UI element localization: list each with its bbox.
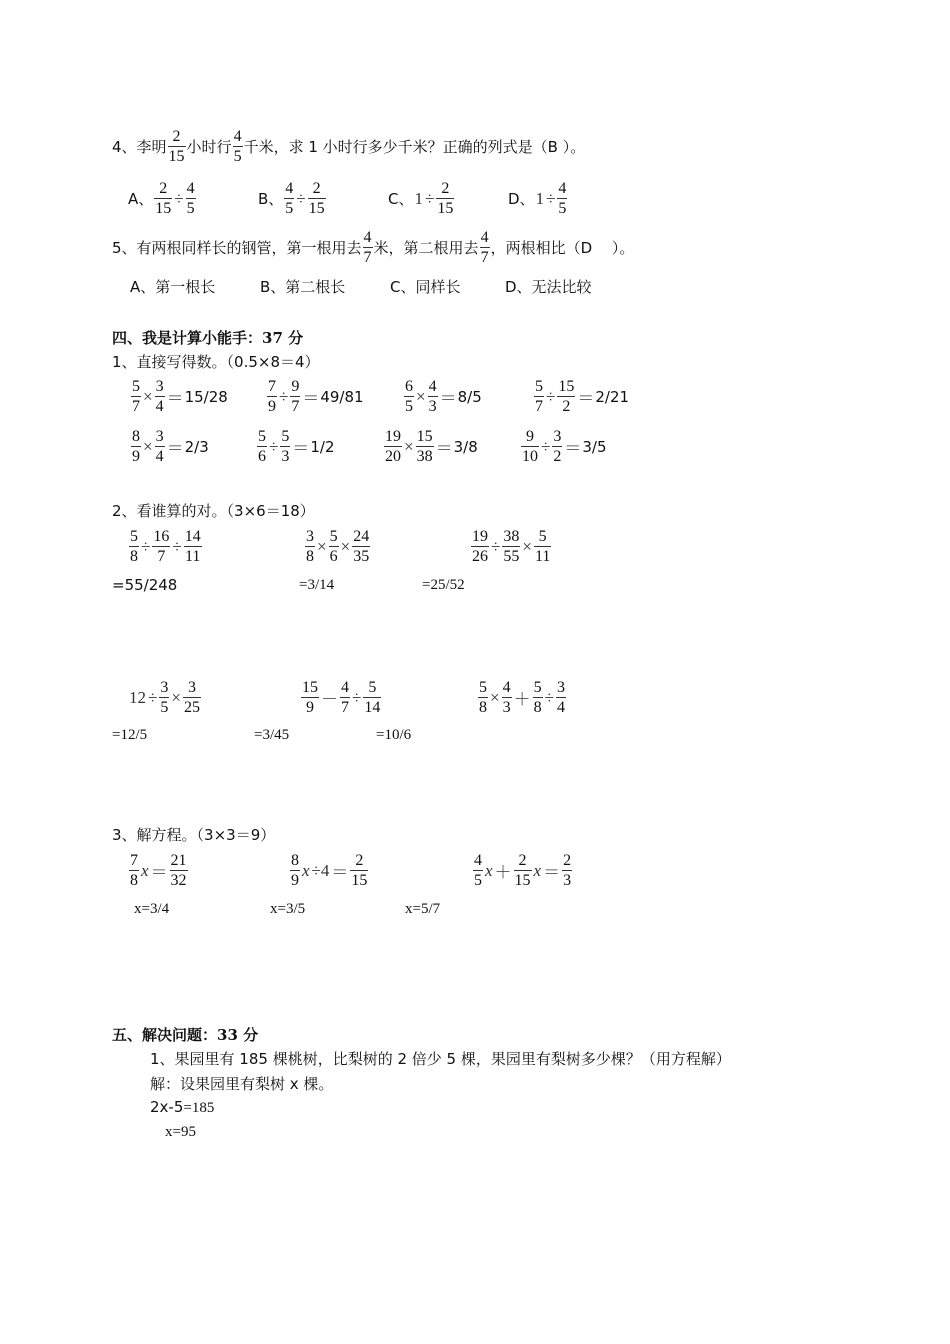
quick-calc-item: $\frac{9}{10}$ ÷ $\frac{3}{2}$ ＝ 3/5 bbox=[522, 428, 607, 465]
solution-equation: 2x-5=185 bbox=[150, 1098, 215, 1116]
q4-option-c: C、 1 ÷ $\frac{2}{15}$ bbox=[388, 180, 454, 217]
q4-option-b: B、 $\frac{4}{5}$ ÷ $\frac{2}{15}$ bbox=[258, 180, 325, 217]
part-2-title: 2、看谁算的对。（3×6＝18） bbox=[112, 502, 315, 520]
fraction: $\frac{3}{4}$ bbox=[155, 378, 164, 415]
expression-3-answer: =25/52 bbox=[422, 577, 465, 593]
expression-2-answer: =3/14 bbox=[299, 577, 335, 593]
expression-5: $\frac{15}{9}$ － $\frac{4}{7}$ ÷ $\frac{5}{14}$ bbox=[302, 679, 381, 716]
quick-calc-item: $\frac{5}{7}$ ÷ $\frac{15}{2}$ ＝ 2/21 bbox=[535, 378, 630, 415]
expression-4-answer: =12/5 bbox=[112, 727, 148, 743]
expression-1: $\frac{5}{8}$ ÷ $\frac{16}{7}$ ÷ $\frac{14}{11}$ bbox=[130, 528, 201, 565]
section-5-title: 五、解决问题：33 分 bbox=[112, 1026, 259, 1044]
quick-calc-answer: 49/81 bbox=[320, 387, 364, 406]
fraction: $\frac{7}{9}$ bbox=[268, 378, 276, 415]
quick-calc-item: $\frac{19}{20}$ × $\frac{15}{38}$ ＝ 3/8 bbox=[385, 428, 478, 465]
fraction: $\frac{4}{3}$ bbox=[428, 378, 437, 415]
quick-calc-item: $\frac{7}{9}$ ÷ $\frac{9}{7}$ ＝ 49/81 bbox=[268, 378, 364, 415]
question-4 bbox=[112, 127, 585, 166]
q4-option-d: D、 1 ÷ $\frac{4}{5}$ bbox=[508, 180, 567, 217]
equation-2-answer: x=3/5 bbox=[270, 901, 306, 917]
expression-4: 12 ÷ $\frac{3}{5}$ × $\frac{3}{25}$ bbox=[129, 679, 200, 716]
quick-calc-answer: 15/28 bbox=[184, 387, 228, 406]
quick-calc-answer: 2/21 bbox=[595, 387, 630, 406]
fraction: $\frac{5}{6}$ bbox=[258, 428, 266, 465]
expression-5-answer: =3/45 bbox=[254, 727, 290, 743]
expression-2: $\frac{3}{8}$ × $\frac{5}{6}$ × $\frac{24}{35}$ bbox=[306, 528, 370, 565]
fraction: $\frac{9}{10}$ bbox=[522, 428, 538, 465]
quick-calc-item: $\frac{6}{5}$ × $\frac{4}{3}$ ＝ 8/5 bbox=[405, 378, 482, 415]
quick-calc-answer: 3/8 bbox=[453, 437, 478, 456]
q4-text-pre: 4、李明 bbox=[112, 138, 167, 156]
section-4-title: 四、我是计算小能手：37 分 bbox=[112, 329, 304, 347]
quick-calc-answer: 2/3 bbox=[184, 437, 209, 456]
q5-option-c: C、同样长 bbox=[390, 278, 461, 296]
fraction: $\frac{3}{4}$ bbox=[155, 428, 164, 465]
fraction: $\frac{4}{5}$ bbox=[233, 128, 242, 165]
fraction: $\frac{2}{15}$ bbox=[168, 128, 185, 165]
part-1-title: 1、直接写得数。（0.5×8＝4） bbox=[112, 353, 320, 371]
expression-3: $\frac{19}{26}$ ÷ $\frac{38}{55}$ × $\frac{5}{11}$ bbox=[472, 528, 551, 565]
q5-option-b: B、第二根长 bbox=[260, 278, 346, 296]
q4-text-mid1: 小时行 bbox=[186, 138, 232, 156]
q5-option-d: D、无法比较 bbox=[505, 278, 592, 296]
question-5: 5、有两根同样长的钢管，第一根用去 $\frac{4}{7}$ 米，第二根用去 $\frac{4}{7}$ ，两根相比（D ）。 bbox=[112, 229, 635, 266]
fraction: $\frac{3}{2}$ bbox=[553, 428, 562, 465]
equation-1-answer: x=3/4 bbox=[134, 901, 170, 917]
problem-1-text: 1、果园里有 185 棵桃树，比梨树的 2 倍少 5 棵，果园里有梨树多少棵？（用方程解） bbox=[150, 1050, 731, 1068]
expression-6-answer: =10/6 bbox=[376, 727, 412, 743]
q4-option-a: A、 $\frac{2}{15}$ ÷ $\frac{4}{5}$ bbox=[128, 180, 195, 217]
quick-calc-answer: 1/2 bbox=[310, 437, 335, 456]
solution-answer: x=95 bbox=[165, 1124, 196, 1140]
quick-calc-answer: 8/5 bbox=[457, 387, 482, 406]
expression-6: $\frac{5}{8}$ × $\frac{4}{3}$ ＋ $\frac{5}{8}$ ÷ $\frac{3}{4}$ bbox=[479, 679, 565, 716]
equation-1: $\frac{7}{8}$ x ＝ $\frac{21}{32}$ bbox=[130, 852, 187, 889]
quick-calc-item: $\frac{8}{9}$ × $\frac{3}{4}$ ＝ 2/3 bbox=[132, 428, 209, 465]
quick-calc-item: $\frac{5}{7}$ × $\frac{3}{4}$ ＝ 15/28 bbox=[132, 378, 228, 415]
quick-calc-answer: 3/5 bbox=[582, 437, 607, 456]
fraction: $\frac{5}{7}$ bbox=[535, 378, 543, 415]
equation-3-answer: x=5/7 bbox=[405, 901, 441, 917]
fraction: $\frac{15}{2}$ bbox=[558, 378, 575, 415]
fraction: $\frac{6}{5}$ bbox=[405, 378, 413, 415]
fraction: $\frac{5}{7}$ bbox=[132, 378, 140, 415]
solution-setup: 解：设果园里有梨树 x 棵。 bbox=[150, 1075, 334, 1093]
fraction: $\frac{19}{20}$ bbox=[385, 428, 401, 465]
fraction: $\frac{15}{38}$ bbox=[416, 428, 433, 465]
q5-option-a: A、第一根长 bbox=[130, 278, 216, 296]
quick-calc-item: $\frac{5}{6}$ ÷ $\frac{5}{3}$ ＝ 1/2 bbox=[258, 428, 335, 465]
fraction: $\frac{9}{7}$ bbox=[291, 378, 300, 415]
equation-3: $\frac{4}{5}$ x ＋ $\frac{2}{15}$ x ＝ $\frac{2}{3}$ bbox=[474, 852, 572, 889]
equation-2: $\frac{8}{9}$ x ÷4 ＝ $\frac{2}{15}$ bbox=[291, 852, 368, 889]
fraction: $\frac{8}{9}$ bbox=[132, 428, 140, 465]
expression-1-answer: =55/248 bbox=[112, 576, 178, 594]
fraction: $\frac{5}{3}$ bbox=[281, 428, 290, 465]
q4-text-mid2: 千米，求 1 小时行多少千米？正确的列式是（B ）。 bbox=[243, 138, 586, 156]
part-3-title: 3、解方程。（3×3＝9） bbox=[112, 826, 276, 844]
